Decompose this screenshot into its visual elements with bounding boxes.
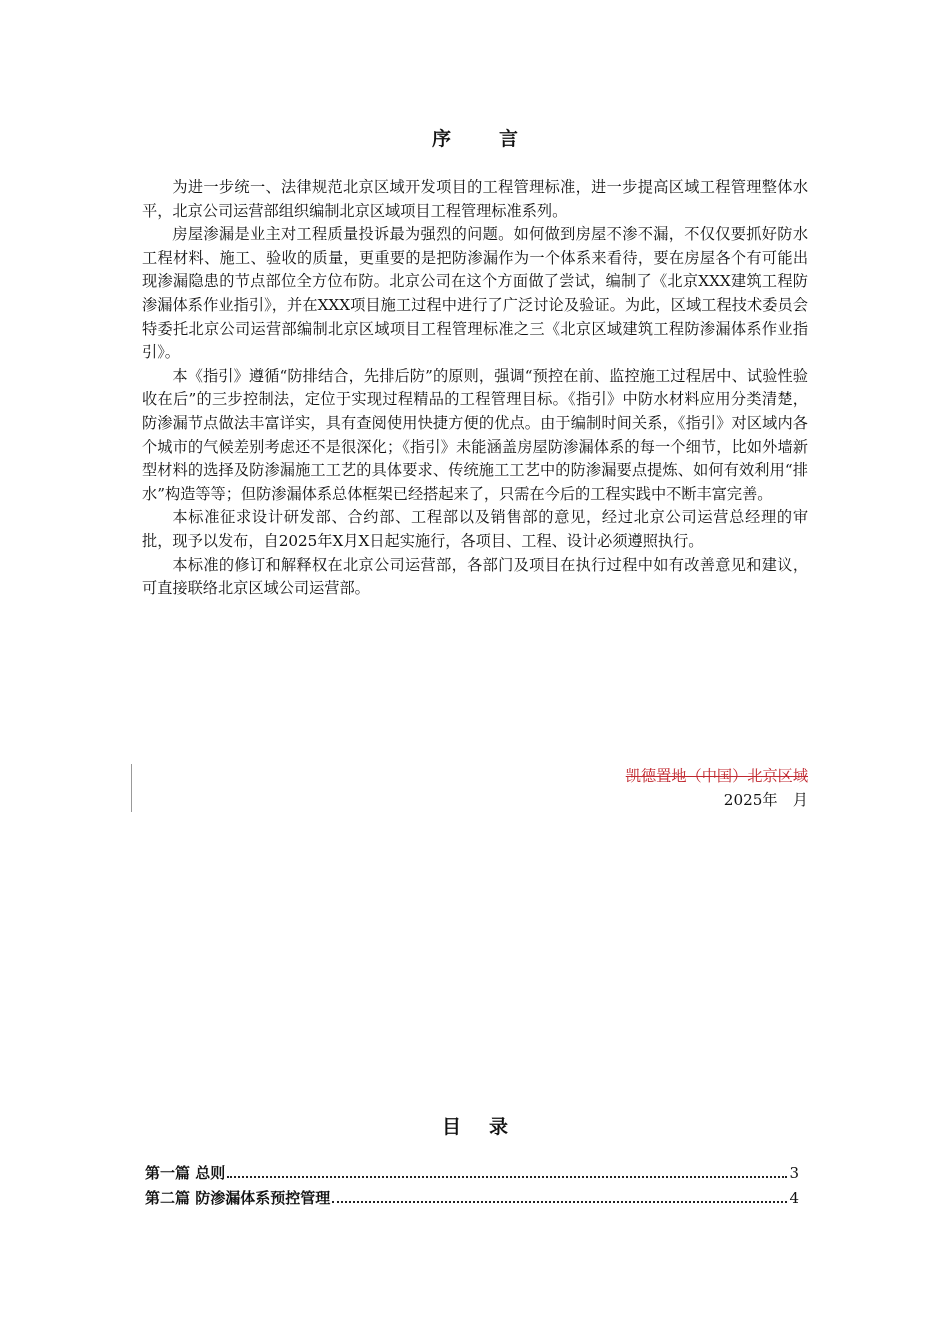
toc-entry-page: 3: [789, 1164, 799, 1182]
signature-date: 2025年 月: [723, 791, 808, 809]
preface-paragraph-2: 房屋渗漏是业主对工程质量投诉最为强烈的问题。如何做到房屋不渗不漏，不仅仅要抓好防水工程材料、施工、验收的质量，更重要的是把防渗漏作为一个体系来看待，要在房屋各个有可能出现渗漏隐患的节点部位全方位布防。北京公司在这个方面做了尝试，编制了《北京XXX建筑工程防渗漏体系作业指引》，并在XXX项目施工过程中进行了广泛讨论及验证。为此，区域工程技术委员会特委托北京公司运营部编制北京区域项目工程管理标准之三《北京区域建筑工程防渗漏体系作业指引》。: [142, 225, 808, 362]
toc-entry-label: 第一篇 总则: [145, 1164, 226, 1182]
toc-entry-page: 4: [789, 1189, 799, 1207]
toc-entry[interactable]: [145, 1162, 799, 1187]
table-of-contents: [145, 1162, 799, 1212]
toc-leader-dots: [227, 1176, 787, 1178]
toc-entry[interactable]: [145, 1187, 799, 1212]
preface-paragraph-4: 本标准征求设计研发部、合约部、工程部以及销售部的意见，经过北京公司运营总经理的审批，现予以发布，自2025年X月X日起实施行，各项目、工程、设计必须遵照执行。: [142, 508, 808, 550]
preface-body: [142, 176, 808, 601]
toc-leader-dots: [332, 1201, 787, 1203]
toc-entry-label: 第二篇 防渗漏体系预控管理: [145, 1189, 331, 1207]
preface-title: 序言: [431, 128, 566, 150]
signature-org: 凯德置地（中国）北京区域: [625, 767, 808, 785]
preface-paragraph-3: 本《指引》遵循“防排结合，先排后防”的原则，强调“预控在前、监控施工过程居中、试验性验收在后”的三步控制法，定位于实现过程精品的工程管理目标。《指引》中防水材料应用分类清楚，防渗漏节点做法丰富详实，具有查阅使用快捷方便的优点。由于编制时间关系，《指引》对区域内各个城市的气候差别考虑还不是很深化；《指引》未能涵盖房屋防渗漏体系的每一个细节，比如外墙新型材料的选择及防渗漏施工工艺的具体要求、传统施工工艺中的防渗漏要点提炼、如何有效利用“排水”构造等等；但防渗漏体系总体框架已经搭起来了，只需在今后的工程实践中不断丰富完善。: [142, 366, 808, 503]
preface-paragraph-1: 为进一步统一、法律规范北京区域开发项目的工程管理标准，进一步提高区域工程管理整体水平，北京公司运营部组织编制北京区域项目工程管理标准系列。: [142, 178, 808, 220]
signature-block: [626, 764, 808, 812]
preface-paragraph-5: 本标准的修订和解释权在北京公司运营部，各部门及项目在执行过程中如有改善意见和建议，可直接联络北京区域公司运营部。: [142, 555, 808, 598]
revision-bar: [131, 764, 132, 812]
toc-title: 目录: [441, 1116, 536, 1138]
